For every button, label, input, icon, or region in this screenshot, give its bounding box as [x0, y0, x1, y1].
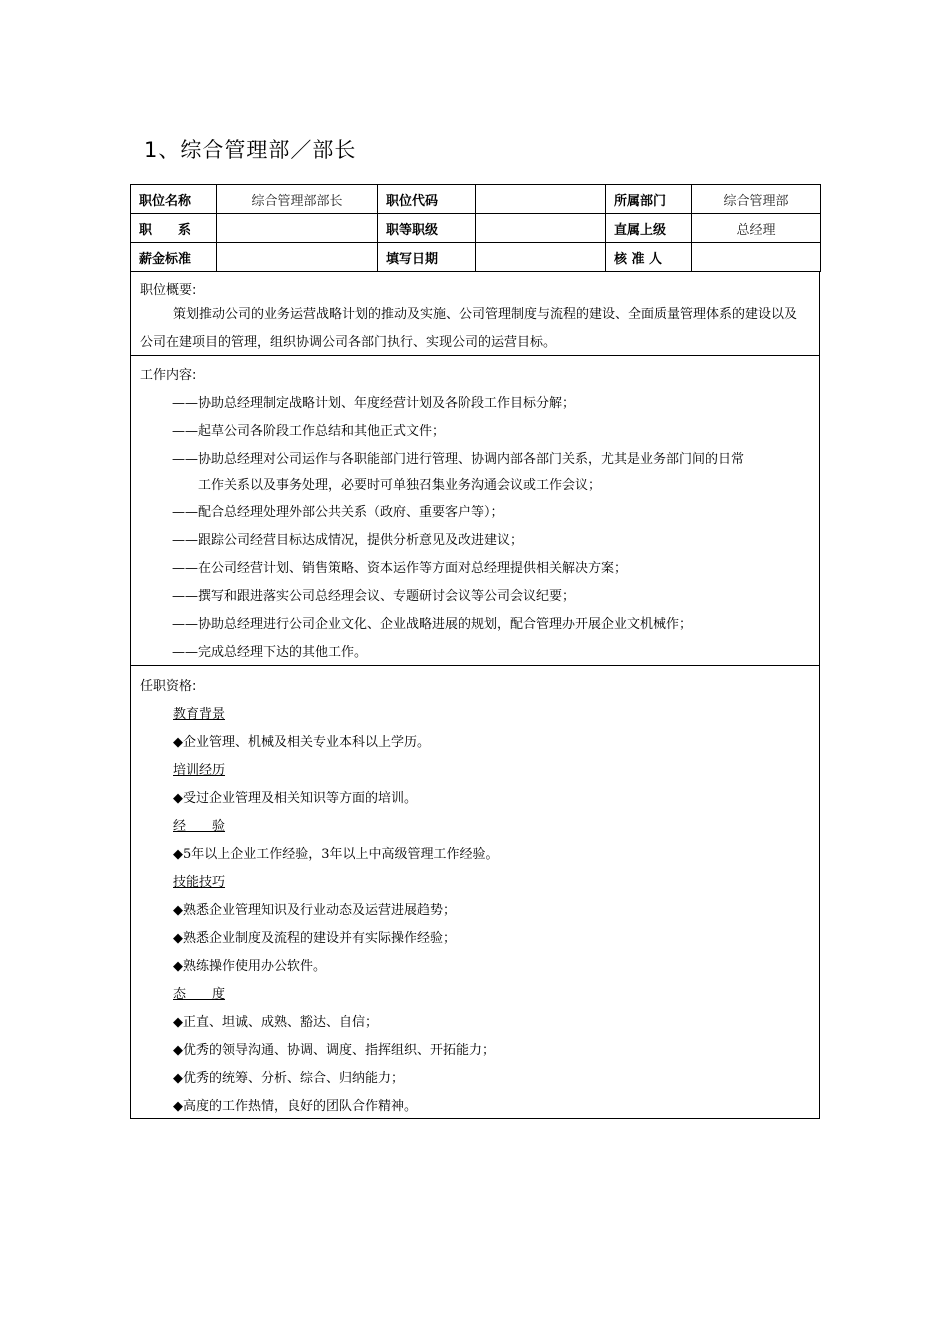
work-item: ——协助总经理对公司运作与各职能部门进行管理、协调内部各部门关系，尤其是业务部门间的日常: [172, 452, 745, 467]
experience-label: 经 验: [173, 819, 226, 834]
experience-item: ◆5年以上企业工作经验，3年以上中高级管理工作经验。: [173, 847, 499, 862]
value-department: 综合管理部: [692, 185, 821, 214]
work-item: ——撰写和跟进落实公司总经理会议、专题研讨会议等公司会议纪要；: [172, 589, 576, 604]
value-salary: [217, 243, 378, 272]
work-item: ——在公司经营计划、销售策略、资本运作等方面对总经理提供相关解决方案；: [172, 561, 628, 576]
value-supervisor: 总经理: [692, 214, 821, 243]
work-item: ——跟踪公司经营目标达成情况，提供分析意见及改进建议；: [172, 533, 524, 548]
skills-label: 技能技巧: [173, 875, 226, 890]
value-position-code: [476, 185, 606, 214]
attitude-label: 态 度: [173, 987, 226, 1002]
training-item: ◆受过企业管理及相关知识等方面的培训。: [173, 791, 417, 806]
label-position-code: 职位代码: [378, 185, 476, 214]
value-job-grade: [476, 214, 606, 243]
qualification-heading: 任职资格:: [140, 679, 197, 694]
label-approver: 核 准 人: [606, 243, 692, 272]
work-heading: 工作内容:: [140, 368, 197, 383]
table-row: [131, 243, 821, 272]
label-supervisor: 直属上级: [606, 214, 692, 243]
value-approver: [692, 243, 821, 272]
attitude-item: ◆优秀的领导沟通、协调、调度、指挥组织、开拓能力；: [173, 1043, 495, 1058]
value-job-family: [217, 214, 378, 243]
value-fill-date: [476, 243, 606, 272]
training-label: 培训经历: [173, 763, 226, 778]
attitude-item: ◆正直、坦诚、成熟、豁达、自信；: [173, 1015, 378, 1030]
table-row: [131, 185, 821, 214]
work-item: ——起草公司各阶段工作总结和其他正式文件；: [172, 424, 446, 439]
skills-item: ◆熟悉企业制度及流程的建设并有实际操作经验；: [173, 931, 456, 946]
value-position-name: 综合管理部部长: [217, 185, 378, 214]
label-job-grade: 职等职级: [378, 214, 476, 243]
work-section: [130, 356, 820, 666]
education-item: ◆企业管理、机械及相关专业本科以上学历。: [173, 735, 430, 750]
education-label: 教育背景: [173, 707, 226, 722]
work-item: ——协助总经理进行公司企业文化、企业战略进展的规划，配合管理办开展企业文机械作；: [172, 617, 693, 632]
overview-text: 策划推动公司的业务运营战略计划的推动及实施、公司管理制度与流程的建设、全面质量管理体系的建设以及公司在建项目的管理，组织协调公司各部门执行、实现公司的运营目标。: [140, 307, 798, 350]
overview-section: [130, 271, 820, 356]
work-item: ——完成总经理下达的其他工作。: [172, 645, 368, 660]
work-item: ——配合总经理处理外部公共关系（政府、重要客户等）；: [172, 505, 504, 520]
attitude-item: ◆高度的工作热情，良好的团队合作精神。: [173, 1099, 417, 1114]
position-info-table: [130, 184, 821, 272]
work-item-continued: 工作关系以及事务处理，必要时可单独召集业务沟通会议或工作会议；: [198, 478, 602, 493]
label-job-family: 职 系: [131, 214, 217, 243]
page-title: 1、综合管理部／部长: [144, 138, 357, 162]
qualification-section: [130, 666, 820, 1119]
overview-heading: 职位概要:: [140, 283, 197, 298]
label-salary: 薪金标准: [131, 243, 217, 272]
label-position-name: 职位名称: [131, 185, 217, 214]
label-fill-date: 填写日期: [378, 243, 476, 272]
label-department: 所属部门: [606, 185, 692, 214]
skills-item: ◆熟练操作使用办公软件。: [173, 959, 326, 974]
work-item: ——协助总经理制定战略计划、年度经营计划及各阶段工作目标分解；: [172, 396, 576, 411]
attitude-item: ◆优秀的统筹、分析、综合、归纳能力；: [173, 1071, 404, 1086]
skills-item: ◆熟悉企业管理知识及行业动态及运营进展趋势；: [173, 903, 456, 918]
table-row: [131, 214, 821, 243]
